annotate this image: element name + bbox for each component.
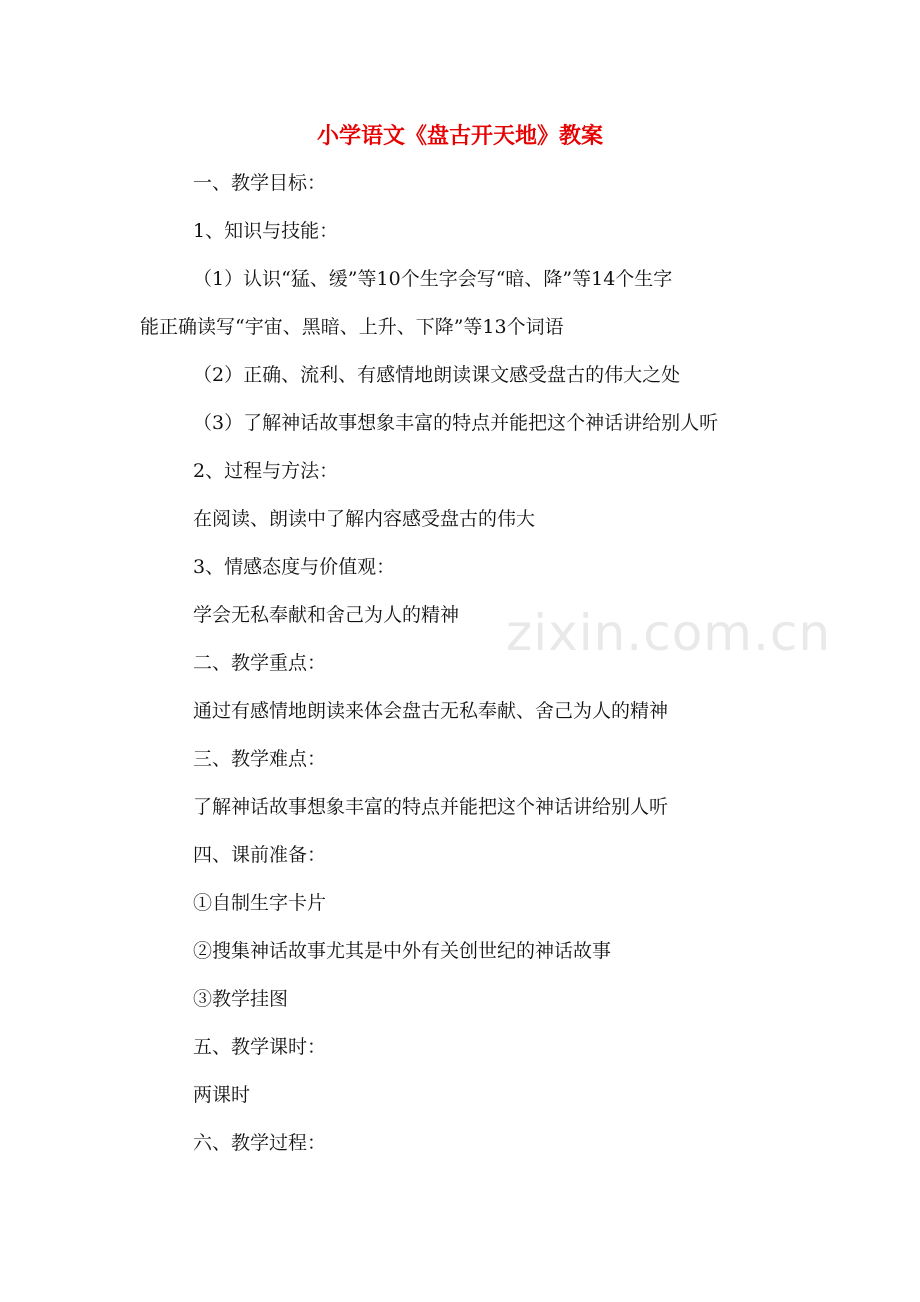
paragraph-line: （1）认识“猛、缓”等10个生字会写“暗、降”等14个生字 — [193, 268, 673, 290]
section-heading-preparation: 四、课前准备： — [193, 844, 327, 866]
section-heading-class-hours: 五、教学课时： — [193, 1036, 327, 1058]
list-item: ②搜集神话故事尤其是中外有关创世纪的神话故事 — [193, 940, 612, 962]
paragraph-line: （2）正确、流利、有感情地朗读课文感受盘古的伟大之处 — [193, 364, 681, 386]
list-item: ①自制生字卡片 — [193, 892, 327, 914]
watermark: zixin.com.cn — [506, 604, 832, 662]
paragraph-line: 在阅读、朗读中了解内容感受盘古的伟大 — [193, 508, 536, 530]
paragraph-line: 学会无私奉献和舍己为人的精神 — [193, 604, 460, 626]
section-heading-teaching-process: 六、教学过程： — [193, 1132, 327, 1154]
section-heading-key-points: 二、教学重点： — [193, 652, 327, 674]
section-heading-difficulties: 三、教学难点： — [193, 748, 327, 770]
paragraph-line: 通过有感情地朗读来体会盘古无私奉献、舍己为人的精神 — [193, 700, 669, 722]
document-title: 小学语文《盘古开天地》教案 — [316, 123, 603, 149]
list-item: ③教学挂图 — [193, 988, 289, 1010]
subheading-values: 3、情感态度与价值观： — [193, 556, 396, 578]
paragraph-line: （3）了解神话故事想象丰富的特点并能把这个神话讲给别人听 — [193, 412, 719, 434]
section-heading-objectives: 一、教学目标： — [193, 172, 327, 194]
subheading-process-methods: 2、过程与方法： — [193, 460, 339, 482]
paragraph-line: 了解神话故事想象丰富的特点并能把这个神话讲给别人听 — [193, 796, 669, 818]
paragraph-line: 两课时 — [193, 1084, 251, 1106]
paragraph-line: 能正确读写“宇宙、黑暗、上升、下降”等13个词语 — [140, 316, 564, 338]
subheading-knowledge-skills: 1、知识与技能： — [193, 220, 339, 242]
